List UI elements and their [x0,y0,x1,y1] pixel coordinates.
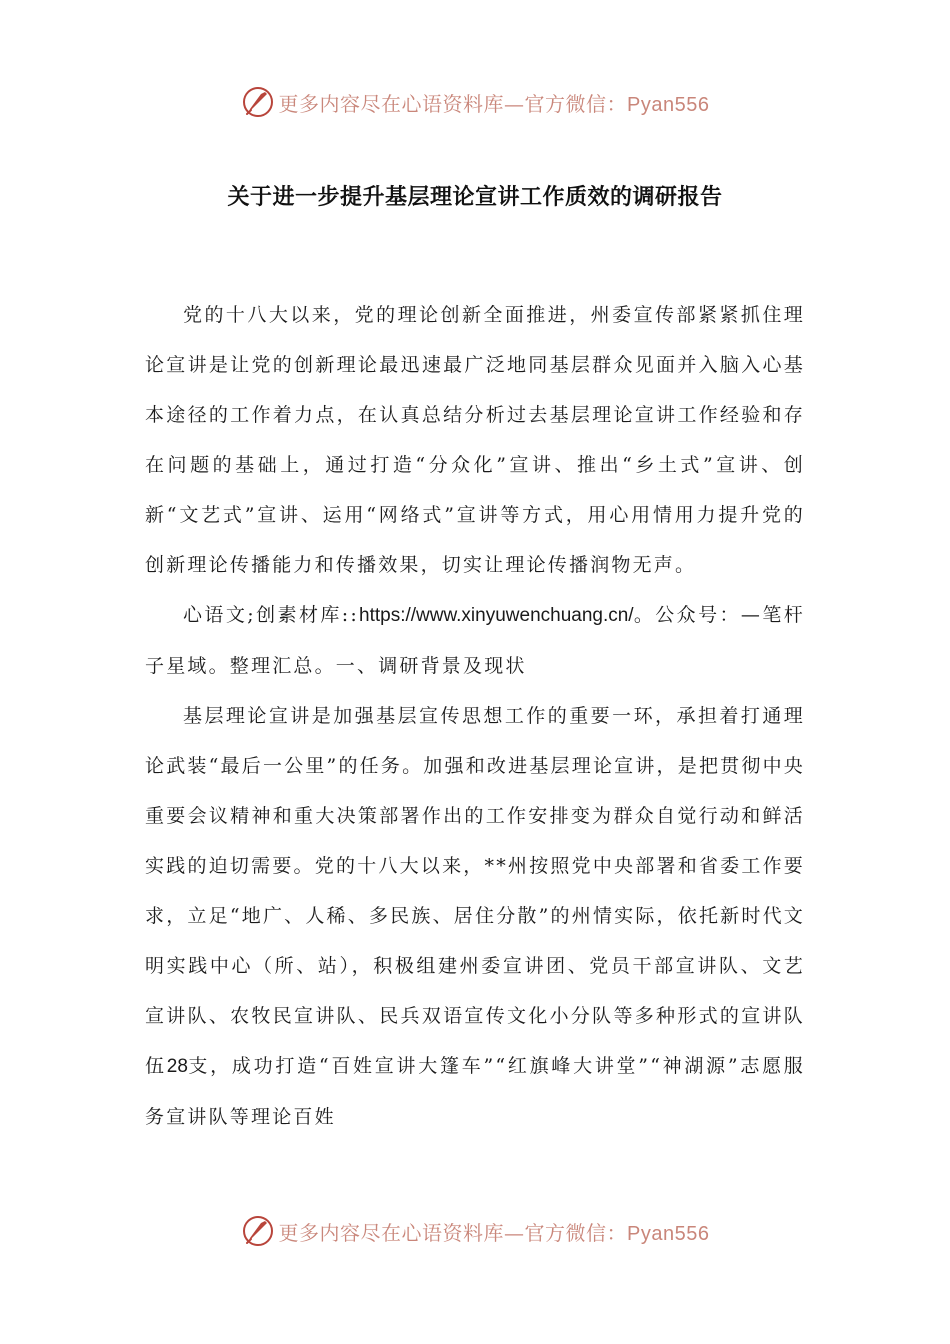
source-url-link[interactable]: https://www.xinyuwenchuang.cn/ [359,605,634,626]
source-note-label: 心语文;创素材库:: [183,604,359,626]
quill-pen-icon [241,1214,275,1248]
source-note-tail: 。公众号：—笔杆子星域。整理汇总。一、调研背景及现状 [145,604,805,677]
document-body [145,290,805,1142]
team-count: 28 [166,1056,188,1077]
background-text-part2: 支，成功打造“百姓宣讲大篷车”“红旗峰大讲堂”“神湖源”志愿服务宣讲队等理论百姓 [145,1055,806,1128]
header-watermark-id: Pyan556 [627,93,710,116]
paragraph-source-note [145,590,805,691]
quill-pen-icon [241,85,275,119]
header-watermark-text: 更多内容尽在心语资料库—官方微信：Pyan556 [278,91,710,116]
footer-watermark-id: Pyan556 [627,1222,710,1245]
document-title: 关于进一步提升基层理论宣讲工作质效的调研报告 [227,185,723,210]
background-text-part1: 基层理论宣讲是加强基层宣传思想工作的重要一环，承担着打通理论武装“最后一公里”的任务。加强和改进基层理论宣讲，是把贯彻中央重要会议精神和重大决策部署作出的工作安排变为群众自觉行动和鲜活实践的迫切需要。党的十八大以来，**州按照党中央部署和省委工作要求，立足“地广、人稀、多民族、居住分散”的州情实际，依托新时代文明实践中心（所、站），积极组建州委宣讲团、党员干部宣讲队、文艺宣讲队、农牧民宣讲队、民兵双语宣传文化小分队等多种形式的宣讲队伍 [145,705,805,1077]
footer-watermark-banner [0,1211,950,1251]
header-watermark-banner [0,82,950,122]
paragraph-intro: 党的十八大以来，党的理论创新全面推进，州委宣传部紧紧抓住理论宣讲是让党的创新理论最迅速最广泛地同基层群众见面并入脑入心基本途径的工作着力点，在认真总结分析过去基层理论宣讲工作经验和存在问题的基础上，通过打造“分众化”宣讲、推出“乡土式”宣讲、创新“文艺式”宣讲、运用“网络式”宣讲等方式，用心用情用力提升党的创新理论传播能力和传播效果，切实让理论传播润物无声。 [145,304,805,576]
paragraph-background [145,691,805,1142]
footer-watermark-text: 更多内容尽在心语资料库—官方微信：Pyan556 [278,1220,710,1245]
